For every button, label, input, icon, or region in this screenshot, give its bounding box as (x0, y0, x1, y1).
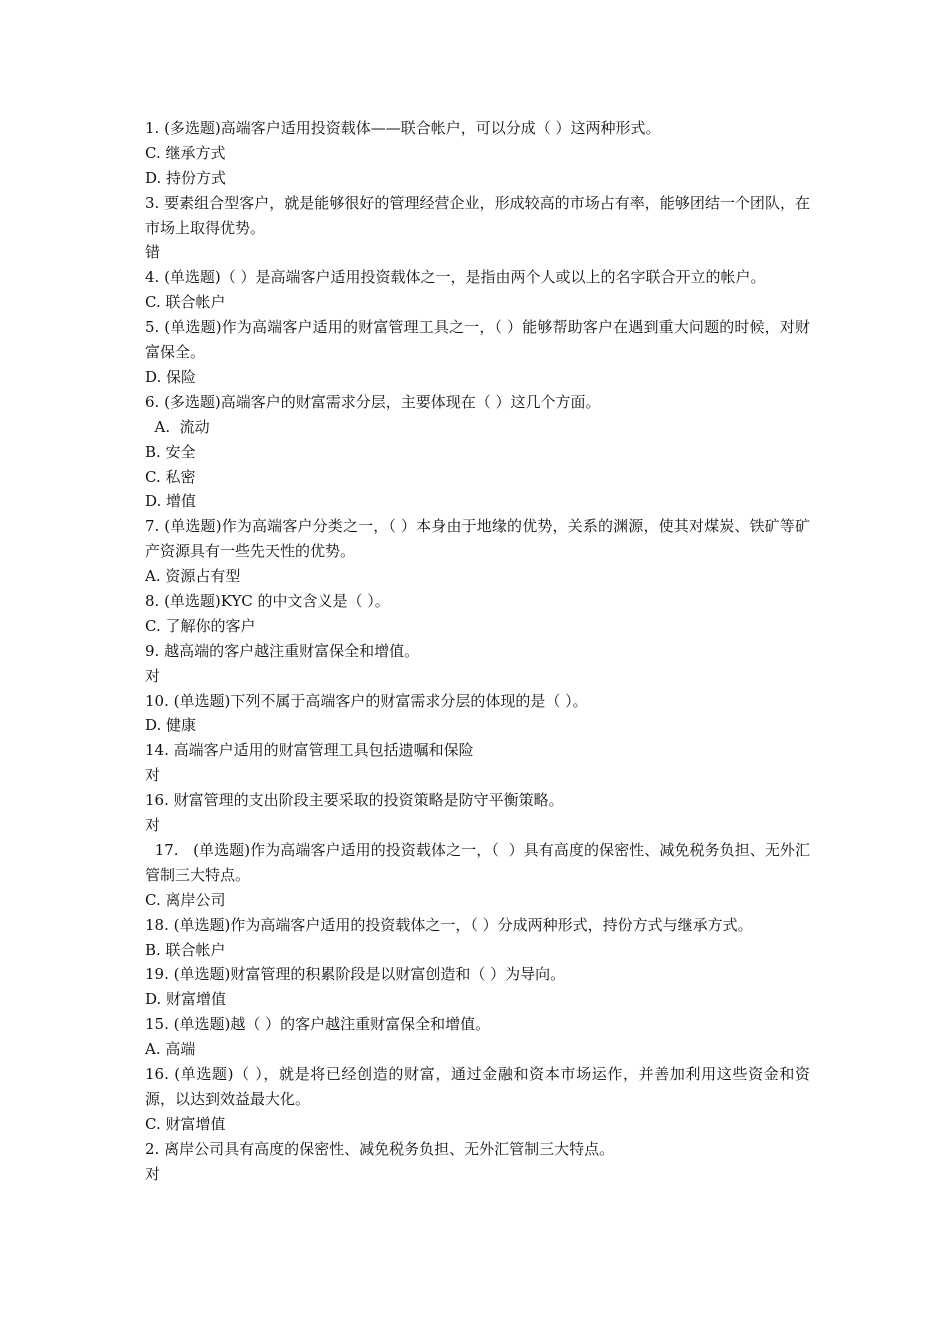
question-2: 2. 离岸公司具有高度的保密性、减免税务负担、无外汇管制三大特点。 (145, 1139, 615, 1158)
answer-6-b: B. 安全 (145, 442, 196, 461)
answer-7: A. 资源占有型 (145, 567, 241, 586)
question-7: 7. (单选题)作为高端客户分类之一，（ ）本身由于地缘的优势，关系的渊源，使其对煤炭、铁矿等矿产资源具有一些先天性的优势。 (145, 517, 810, 561)
answer-6-d: D. 增值 (145, 492, 197, 511)
answer-6-c: C. 私密 (145, 467, 196, 486)
answer-3: 错 (145, 243, 161, 262)
question-4: 4. (单选题)（ ）是高端客户适用投资载体之一，是指由两个人或以上的名字联合开立的帐户。 (145, 268, 766, 287)
answer-15: A. 高端 (145, 1040, 196, 1059)
question-8: 8. (单选题)KYC 的中文含义是（ ）。 (145, 592, 390, 611)
question-9: 9. 越高端的客户越注重财富保全和增值。 (145, 641, 420, 660)
question-5: 5. (单选题)作为高端客户适用的财富管理工具之一，（ ）能够帮助客户在遇到重大问题的时候，对财富保全。 (145, 318, 810, 362)
question-15: 15. (单选题)越（ ）的客户越注重财富保全和增值。 (145, 1015, 491, 1034)
question-16a: 16. 财富管理的支出阶段主要采取的投资策略是防守平衡策略。 (145, 791, 564, 810)
answer-1-c: C. 继承方式 (145, 143, 226, 162)
question-14: 14. 高端客户适用的财富管理工具包括遗嘱和保险 (145, 741, 474, 760)
question-18: 18. (单选题)作为高端客户适用的投资载体之一，（ ）分成两种形式，持份方式与继承方式。 (145, 915, 753, 934)
document-body (145, 116, 810, 1186)
question-10: 10. (单选题)下列不属于高端客户的财富需求分层的体现的是（ ）。 (145, 691, 588, 710)
question-1: 1. (多选题)高端客户适用投资载体——联合帐户，可以分成（ ）这两种形式。 (145, 119, 661, 137)
question-3: 3. 要素组合型客户，就是能够很好的管理经营企业，形成较高的市场占有率，能够团结一个团队，在市场上取得优势。 (145, 193, 810, 237)
answer-17: C. 离岸公司 (145, 890, 226, 909)
answer-6-a: A. 流动 (145, 417, 210, 436)
answer-10: D. 健康 (145, 716, 197, 735)
answer-9: 对 (145, 666, 161, 685)
answer-5: D. 保险 (145, 367, 197, 386)
answer-16a: 对 (145, 816, 161, 835)
answer-16b: C. 财富增值 (145, 1114, 226, 1133)
question-16b: 16. (单选题)（ ），就是将已经创造的财富，通过金融和资本市场运作，并善加利用这些资金和资源，以达到效益最大化。 (145, 1064, 810, 1108)
question-19: 19. (单选题)财富管理的积累阶段是以财富创造和（ ）为导向。 (145, 965, 566, 984)
answer-14: 对 (145, 766, 161, 785)
answer-8: C. 了解你的客户 (145, 616, 256, 635)
answer-2: 对 (145, 1164, 161, 1183)
answer-18: B. 联合帐户 (145, 940, 226, 959)
answer-1-d: D. 持份方式 (145, 168, 227, 187)
answer-4: C. 联合帐户 (145, 293, 226, 312)
question-17: 17. (单选题)作为高端客户适用的投资载体之一，（ ）具有高度的保密性、减免税务负担、无外汇管制三大特点。 (145, 840, 810, 884)
answer-19: D. 财富增值 (145, 990, 227, 1009)
question-6: 6. (多选题)高端客户的财富需求分层，主要体现在（ ）这几个方面。 (145, 392, 601, 411)
